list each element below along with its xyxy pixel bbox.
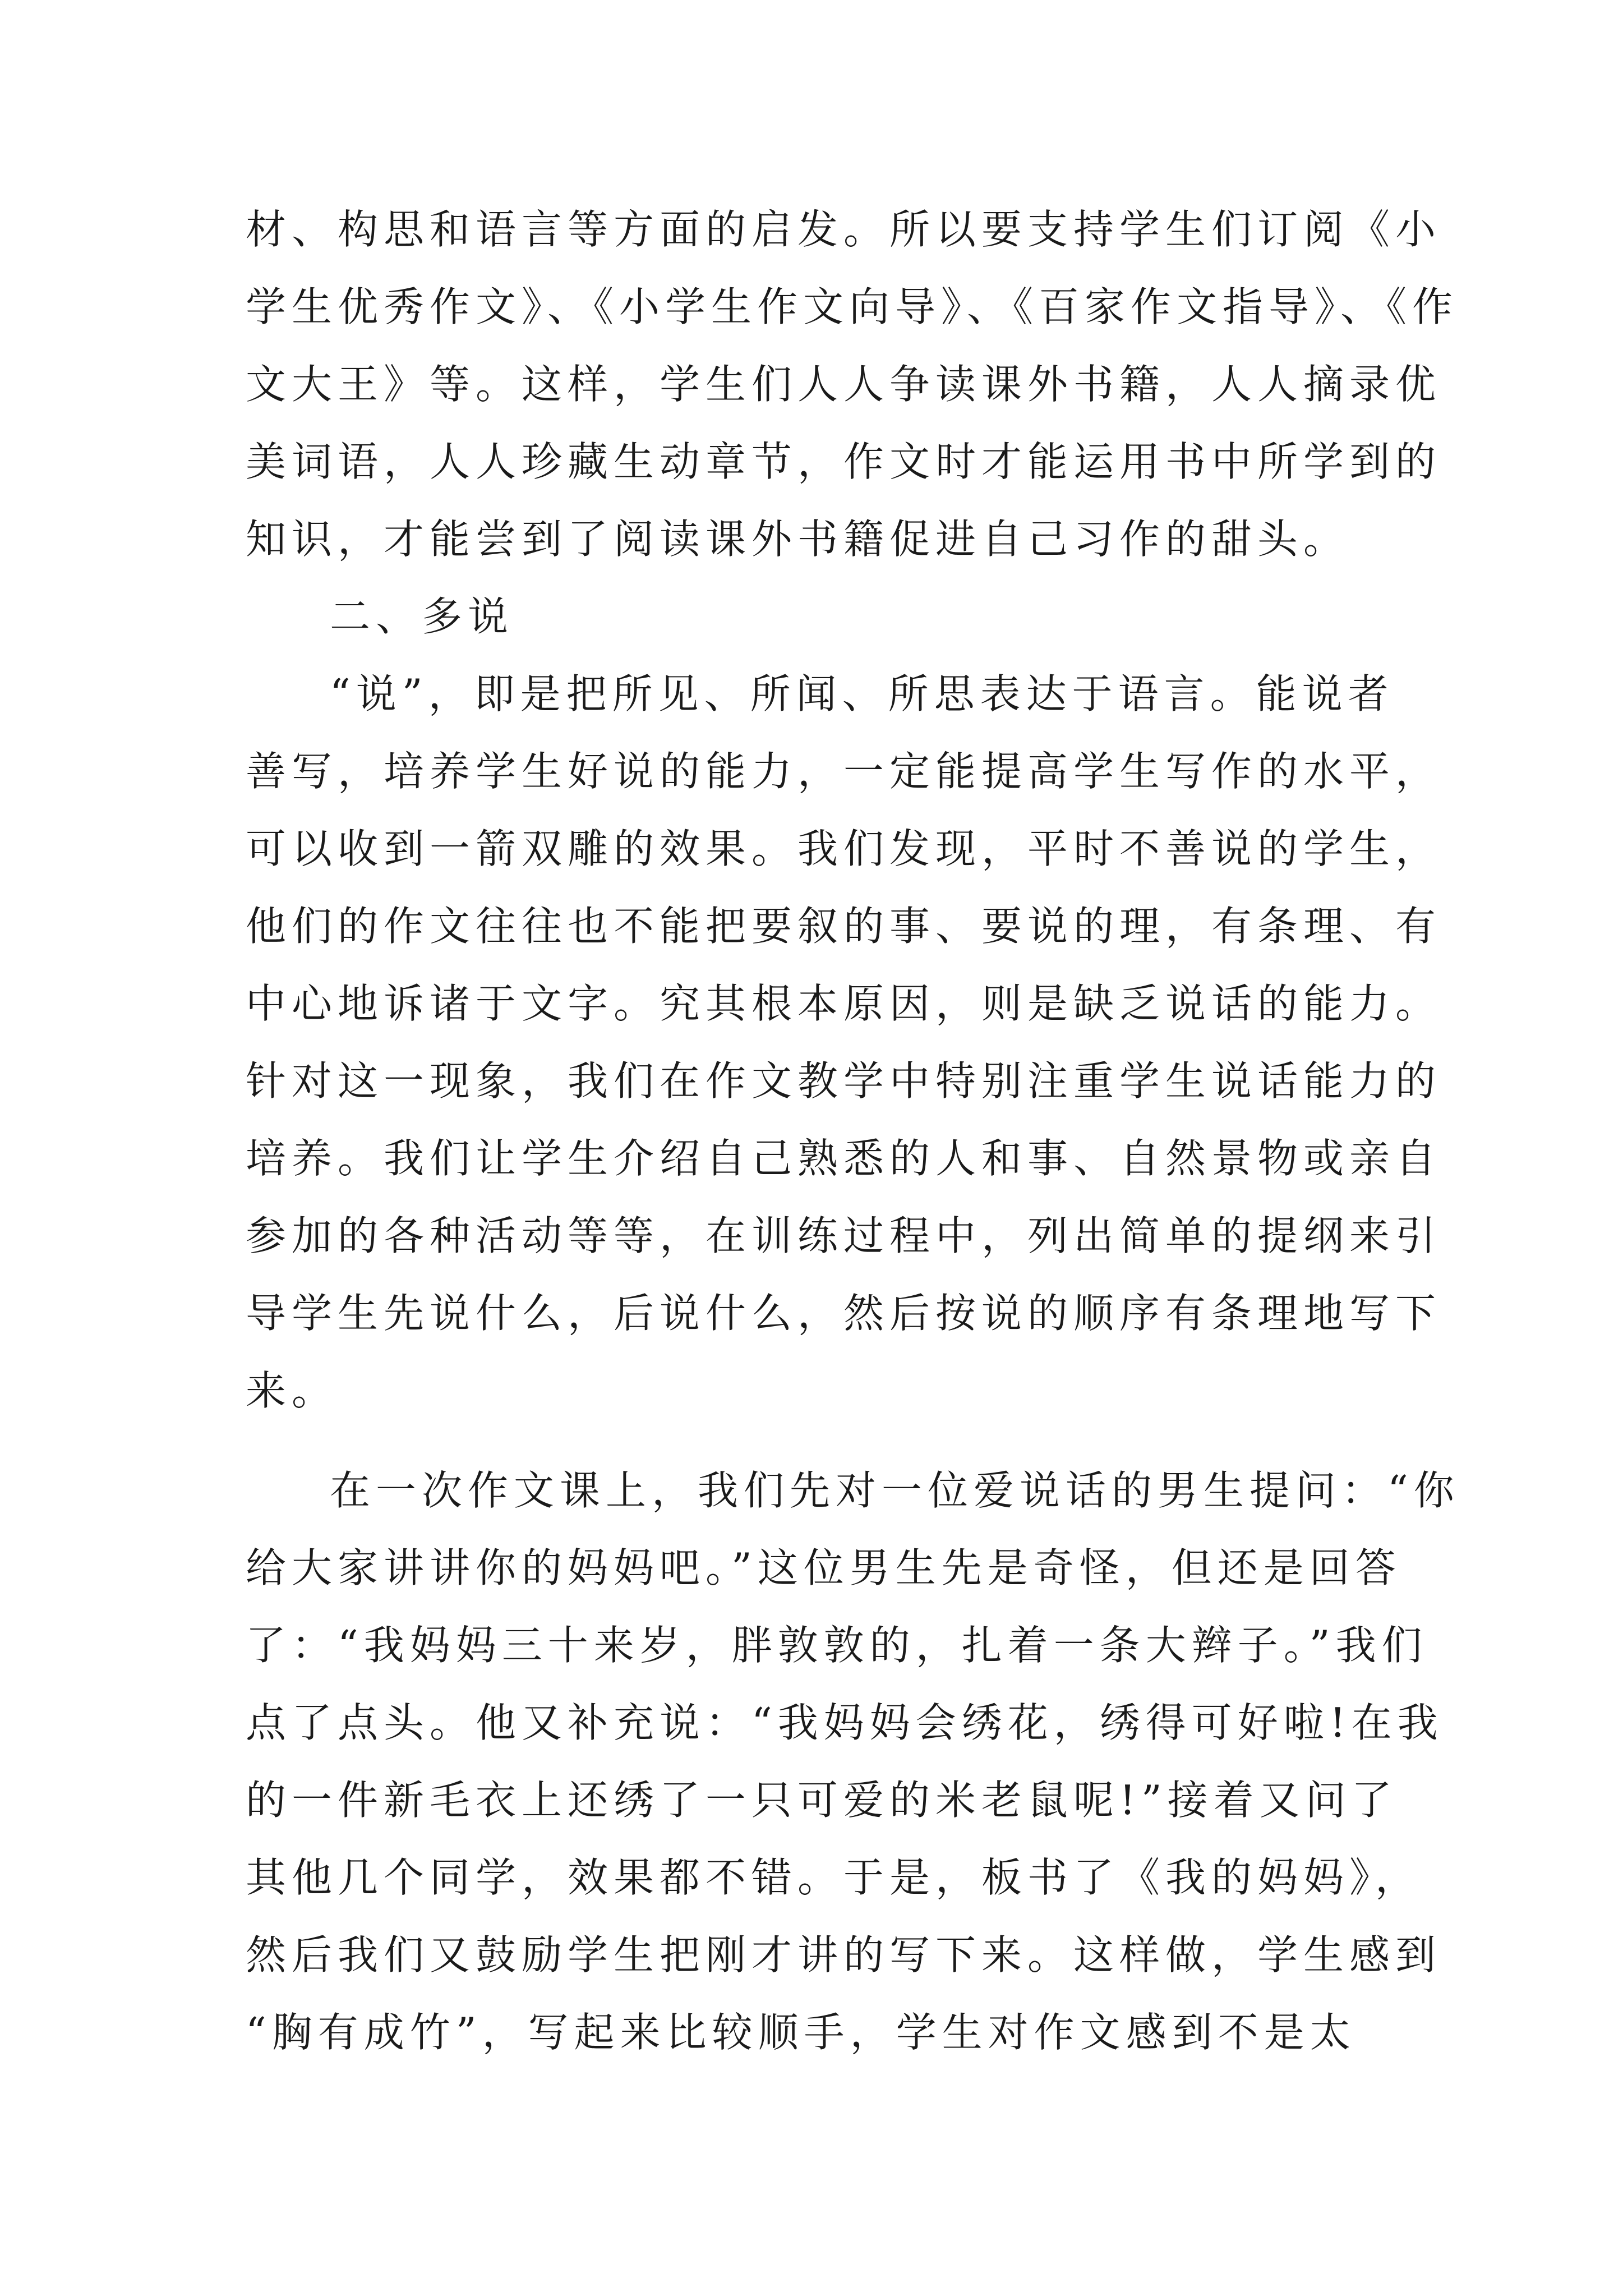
text-line: 文大王》等。这样，学生们人人争读课外书籍，人人摘录优 bbox=[246, 361, 1442, 408]
section-heading: 二、多说 bbox=[330, 593, 514, 640]
text-line: 材、构思和语言等方面的启发。所以要支持学生们订阅《小 bbox=[246, 206, 1442, 253]
text-line: 学生优秀作文》、《小学生作文向导》、《百家作文指导》、《作 bbox=[246, 283, 1459, 330]
text-line: 导学生先说什么，后说什么，然后按说的顺序有条理地写下 bbox=[246, 1290, 1442, 1337]
text-line: 针对这一现象，我们在作文教学中特别注重学生说话能力的 bbox=[246, 1057, 1442, 1105]
paragraph bbox=[246, 191, 1459, 578]
text-line: 在一次作文课上，我们先对一位爱说话的男生提问：“你 bbox=[330, 1467, 1460, 1514]
text-line: 善写，培养学生好说的能力，一定能提高学生写作的水平， bbox=[246, 748, 1442, 795]
text-line: 然后我们又鼓励学生把刚才讲的写下来。这样做，学生感到 bbox=[246, 1931, 1442, 1978]
text-line: 他们的作文往往也不能把要叙的事、要说的理，有条理、有 bbox=[246, 903, 1442, 950]
text-line: 可以收到一箭双雕的效果。我们发现，平时不善说的学生， bbox=[246, 825, 1442, 872]
paragraph-spacing bbox=[246, 1429, 1390, 1452]
text-line: 点了点头。他又补充说：“我妈妈会绣花，绣得可好啦!在我 bbox=[246, 1699, 1444, 1746]
text-line: 其他几个同学，效果都不错。于是，板书了《我的妈妈》， bbox=[246, 1854, 1422, 1901]
text-line: “胸有成竹”，写起来比较顺手，学生对作文感到不是太 bbox=[246, 2009, 1356, 2056]
text-line: 的一件新毛衣上还绣了一只可爱的米老鼠呢!”接着又问了 bbox=[246, 1777, 1398, 1824]
paragraph bbox=[246, 1452, 1460, 2071]
text-line: 培养。我们让学生介绍自己熟悉的人和事、自然景物或亲自 bbox=[246, 1135, 1442, 1182]
text-line: 美词语，人人珍藏生动章节，作文时才能运用书中所学到的 bbox=[246, 438, 1442, 485]
text-line: 知识，才能尝到了阅读课外书籍促进自己习作的甜头。 bbox=[246, 516, 1350, 563]
paragraph bbox=[246, 655, 1442, 1429]
document-body bbox=[246, 191, 1460, 2071]
text-line: “说”，即是把所见、所闻、所思表达于语言。能说者 bbox=[330, 670, 1394, 717]
text-line: 来。 bbox=[246, 1367, 338, 1414]
text-line: 了：“我妈妈三十来岁，胖敦敦的，扎着一条大辫子。”我们 bbox=[246, 1622, 1428, 1669]
text-line: 中心地诉诸于文字。究其根本原因，则是缺乏说话的能力。 bbox=[246, 980, 1442, 1027]
text-line: 参加的各种活动等等，在训练过程中，列出简单的提纲来引 bbox=[246, 1212, 1442, 1259]
text-line: 给大家讲讲你的妈妈吧。”这位男生先是奇怪，但还是回答 bbox=[246, 1544, 1401, 1591]
